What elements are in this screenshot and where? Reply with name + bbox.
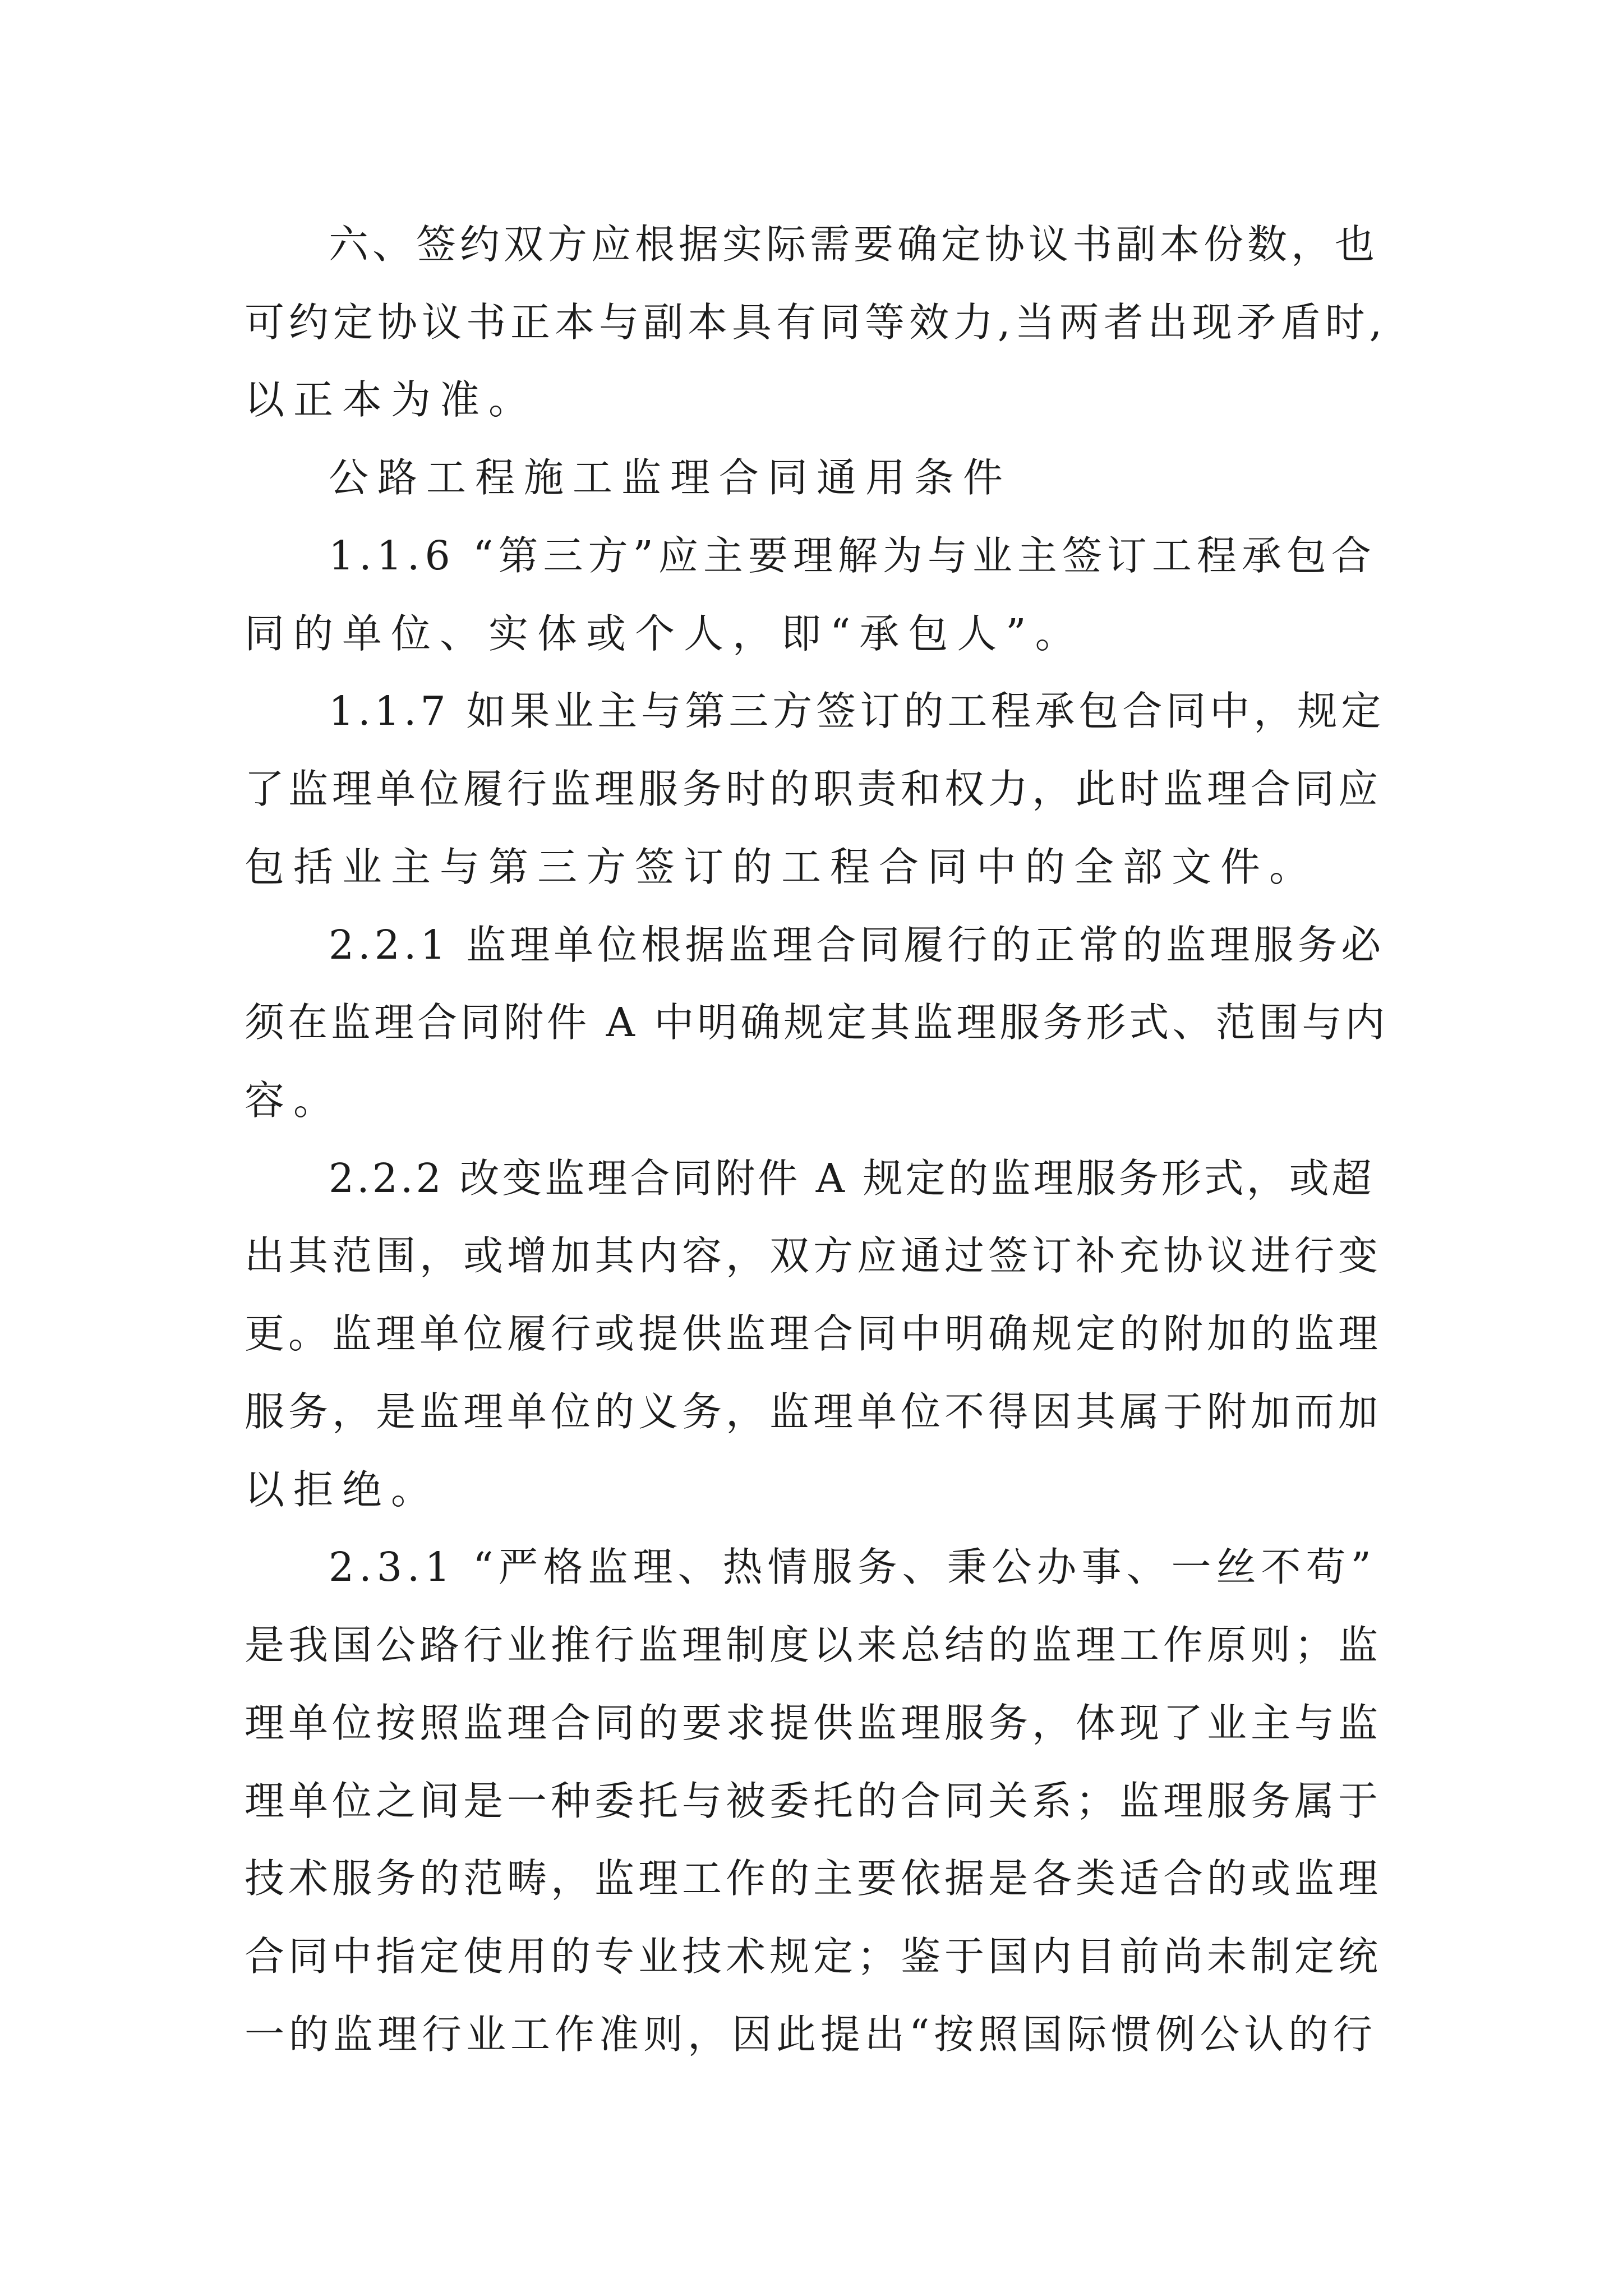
text-line: 理单位按照监理合同的要求提供监理服务，体现了业主与监 (245, 1700, 1382, 1746)
text-line: 同的单位、实体或个人，即“承包人”。 (245, 610, 1084, 657)
text-line: 以拒绝。 (245, 1466, 440, 1513)
text-line: 合同中指定使用的专业技术规定；鉴于国内目前尚未制定统 (245, 1933, 1382, 1980)
text-line: 服务，是监理单位的义务，监理单位不得因其属于附加而加 (245, 1388, 1382, 1435)
text-line: 2.3.1 “严格监理、热情服务、秉公办事、一丝不苟” (329, 1544, 1376, 1590)
text-line: 理单位之间是一种委托与被委托的合同关系；监理服务属于 (245, 1778, 1382, 1824)
section-heading: 公路工程施工监理合同通用条件 (329, 454, 1012, 501)
text-line: 须在监理合同附件 A 中明确规定其监理服务形式、范围与内 (245, 999, 1389, 1046)
text-line: 是我国公路行业推行监理制度以来总结的监理工作原则；监 (245, 1622, 1382, 1668)
text-line: 以正本为准。 (245, 376, 538, 423)
text-line: 1.1.6 “第三方”应主要理解为与业主签订工程承包合 (329, 532, 1376, 579)
text-line: 容。 (245, 1077, 343, 1124)
text-line: 技术服务的范畴，监理工作的主要依据是各类适合的或监理 (245, 1855, 1382, 1902)
text-line: 可约定协议书正本与副本具有同等效力,当两者出现矛盾时, (245, 299, 1387, 346)
text-line: 一的监理行业工作准则，因此提出“按照国际惯例公认的行 (245, 2011, 1377, 2058)
text-line: 包括业主与第三方签订的工程合同中的全部文件。 (245, 844, 1318, 890)
text-line: 六、签约双方应根据实际需要确定协议书副本份数，也 (329, 221, 1379, 268)
text-line: 2.2.2 改变监理合同附件 A 规定的监理服务形式，或超 (329, 1155, 1375, 1202)
text-line: 2.2.1 监理单位根据监理合同履行的正常的监理服务必 (329, 922, 1385, 968)
text-line: 更。监理单位履行或提供监理合同中明确规定的附加的监理 (245, 1310, 1382, 1357)
text-line: 1.1.7 如果业主与第三方签订的工程承包合同中，规定 (329, 688, 1385, 734)
text-line: 出其范围，或增加其内容，双方应通过签订补充协议进行变 (245, 1232, 1382, 1279)
text-line: 了监理单位履行监理服务时的职责和权力，此时监理合同应 (245, 766, 1382, 812)
